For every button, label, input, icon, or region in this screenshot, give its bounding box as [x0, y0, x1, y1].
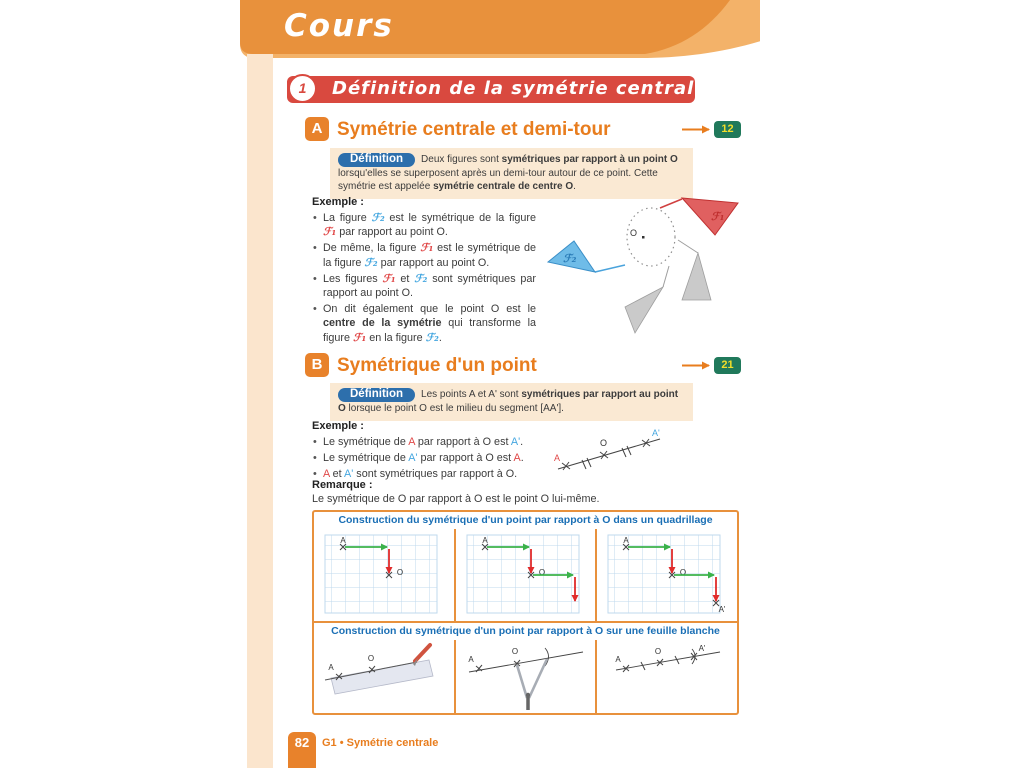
example-list-b — [312, 435, 562, 484]
grid-o-label: O — [538, 568, 545, 577]
footer-chapter-label: G1 • Symétrie centrale — [322, 737, 439, 749]
segment-a-prime-label: A' — [652, 428, 660, 438]
result-figure — [600, 642, 734, 712]
section-b-arrow-icon — [681, 359, 713, 372]
blank-a-label: A — [328, 662, 334, 672]
grid-step1-figure — [317, 531, 451, 619]
result-a-prime-label: A' — [698, 643, 706, 653]
section-b-title: Symétrique d'un point — [337, 355, 537, 376]
segment-a-label: A — [554, 453, 561, 463]
list-item: • On dit également que le point O est le centre de la symétrie qui transforme la figure ℱ₁ en la figure ℱ₂. — [312, 302, 536, 345]
list-item: • Le symétrique de A par rapport à O est A'. — [312, 435, 562, 449]
construction-grid-step2 — [456, 529, 598, 621]
definition-text-b: Les points A et A' sont symétriques par rapport au point O lorsque le point O est le milieu du segment [AA']. — [338, 389, 679, 414]
segment-o-label: O — [600, 438, 608, 448]
example-label-a: Exemple : — [312, 196, 364, 208]
construction-blank-row — [314, 640, 737, 713]
construction-blank-step2 — [456, 640, 598, 713]
construction-table — [312, 510, 739, 715]
definition-label-a: Définition — [338, 153, 415, 167]
definition-text-a: Deux figures sont symétriques par rapport à un point O lorsqu'elles se superposent après un demi-tour autour de ce point. Cette symétrie est appelée symétrie centrale de centre O. — [338, 154, 678, 192]
grid-step2-figure — [459, 531, 593, 619]
section-b-letter-badge: B — [305, 353, 329, 377]
construction-grid-step1 — [314, 529, 456, 621]
result-o-label: O — [655, 646, 662, 656]
figure-f2-label: ℱ₂ — [563, 252, 577, 265]
list-item: • Les figures ℱ₁ et ℱ₂ sont symétriques par rapport au point O. — [312, 272, 536, 300]
list-item: • A et A' sont symétriques par rapport à O. — [312, 467, 562, 481]
grid-o-label: O — [396, 568, 403, 577]
definition-box-b — [330, 383, 693, 421]
section-a-page-badge: 12 — [714, 121, 741, 138]
blank-o-label: O — [511, 646, 518, 656]
list-item: • Le symétrique de A' par rapport à O est A. — [312, 451, 562, 465]
chapter-title: Définition de la symétrie centrale — [332, 78, 708, 99]
construction-grid-title: Construction du symétrique d'un point par rapport à O dans un quadrillage — [338, 514, 713, 526]
construction-grid-row — [314, 529, 737, 621]
chapter-number-bubble: 1 — [288, 74, 317, 103]
list-item: • De même, la figure ℱ₁ est le symétrique de la figure ℱ₂ par rapport au point O. — [312, 241, 536, 269]
construction-grid-step3 — [597, 529, 737, 621]
remark-text: Le symétrique de O par rapport à O est le point O lui-même. — [312, 493, 600, 505]
grid-a-prime-label: A' — [718, 605, 726, 614]
grid-a-label: A — [481, 536, 488, 545]
construction-blank-title: Construction du symétrique d'un point par rapport à O sur une feuille blanche — [314, 621, 737, 640]
section-a-title: Symétrie centrale et demi-tour — [337, 119, 611, 140]
left-margin-strip — [247, 54, 273, 768]
blank-o-label: O — [367, 653, 374, 663]
blank-a-label: A — [467, 654, 474, 664]
point-symmetry-figure — [548, 427, 673, 475]
figure-f1-label: ℱ₁ — [711, 210, 725, 223]
grid-a-label: A — [623, 536, 629, 545]
remark-label: Remarque : — [312, 479, 373, 491]
result-a-label: A — [615, 654, 621, 664]
example-label-b: Exemple : — [312, 420, 364, 432]
grid-step3-figure — [600, 531, 734, 619]
page-header-title: Cours — [284, 8, 394, 44]
central-symmetry-figure — [545, 190, 745, 340]
compass-figure — [459, 642, 593, 712]
page-number-tab: 82 — [288, 732, 316, 768]
grid-o-label: O — [680, 568, 687, 577]
list-item: • La figure ℱ₂ est le symétrique de la figure ℱ₁ par rapport au point O. — [312, 211, 536, 239]
figure-center-o-label: O — [630, 228, 638, 238]
section-a-arrow-icon — [681, 123, 713, 136]
construction-blank-step3 — [597, 640, 737, 713]
section-b-page-badge: 21 — [714, 357, 741, 374]
section-a-letter-badge: A — [305, 117, 329, 141]
ruler-pencil-figure — [317, 642, 451, 712]
grid-a-label: A — [340, 536, 346, 545]
definition-label-b: Définition — [338, 388, 415, 402]
construction-blank-step1 — [314, 640, 456, 713]
example-list-a — [312, 211, 536, 347]
